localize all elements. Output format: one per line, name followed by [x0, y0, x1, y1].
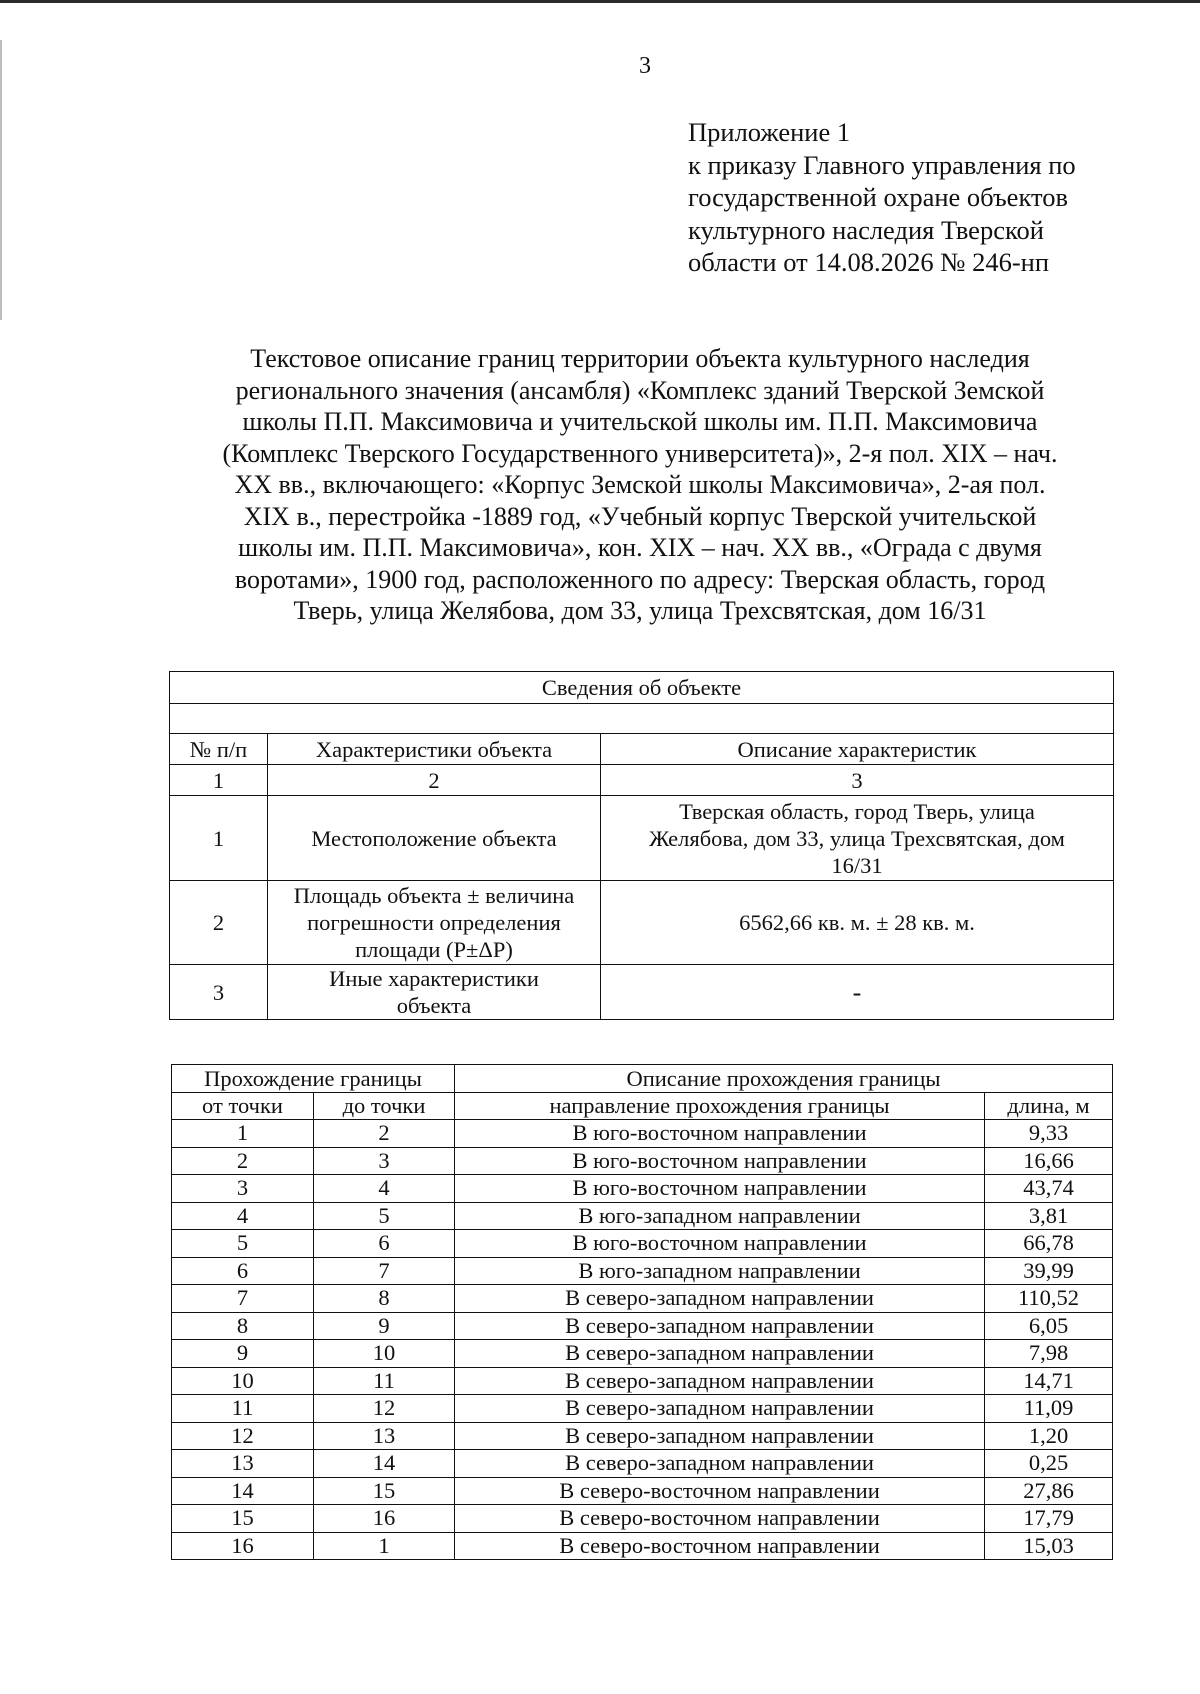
point-from-cell: 2	[172, 1147, 314, 1175]
cell-line: 6562,66 кв. м. ± 28 кв. м.	[739, 910, 975, 935]
point-from-cell: 3	[172, 1175, 314, 1203]
table-row	[170, 796, 1114, 881]
direction-cell: В северо-западном направлении	[455, 1395, 985, 1423]
row-number: 2	[170, 881, 268, 965]
length-cell: 6,05	[985, 1312, 1113, 1340]
length-cell: 17,79	[985, 1505, 1113, 1533]
point-from-cell: 13	[172, 1450, 314, 1478]
direction-cell: В северо-восточном направлении	[455, 1477, 985, 1505]
direction-cell: В северо-западном направлении	[455, 1450, 985, 1478]
boundary-table	[171, 1064, 1113, 1560]
point-from-cell: 12	[172, 1422, 314, 1450]
table-row	[172, 1477, 1113, 1505]
appendix-line: области от 14.08.2026 № 246-нп	[688, 247, 1050, 277]
title-line: Тверь, улица Желябова, дом 33, улица Трехсвятская, дом 16/31	[293, 596, 987, 625]
cell-line: Желябова, дом 33, улица Трехсвятская, дом	[649, 825, 1065, 851]
title-line: XX вв., включающего: «Корпус Земской школы Максимовича», 2-ая пол.	[234, 470, 1046, 499]
table-row	[172, 1395, 1113, 1423]
cell-line: 16/31	[831, 852, 883, 878]
length-cell: 110,52	[985, 1285, 1113, 1313]
col-header-description: Описание характеристик	[601, 734, 1114, 765]
description-cell	[601, 965, 1114, 1020]
scan-top-border	[0, 0, 1200, 3]
title-line: школы им. П.П. Максимовича», кон. XIX – нач. XX вв., «Ограда с двумя	[238, 533, 1042, 562]
table-row	[172, 1120, 1113, 1148]
table-row	[172, 1312, 1113, 1340]
cell-line: Иные характеристики	[329, 966, 539, 991]
point-from-cell: 10	[172, 1367, 314, 1395]
point-from-cell: 4	[172, 1202, 314, 1230]
characteristic-cell	[268, 965, 601, 1020]
point-to-cell: 12	[314, 1395, 455, 1423]
appendix-line: к приказу Главного управления по	[688, 149, 1076, 180]
column-number: 1	[170, 765, 268, 796]
point-from-cell: 14	[172, 1477, 314, 1505]
point-to-cell: 5	[314, 1202, 455, 1230]
col-header-to: до точки	[314, 1093, 455, 1120]
table-row	[172, 1147, 1113, 1175]
table-row	[172, 1175, 1113, 1203]
length-cell: 14,71	[985, 1367, 1113, 1395]
length-cell: 3,81	[985, 1202, 1113, 1230]
table-row	[172, 1285, 1113, 1313]
title-line: Текстовое описание границ территории объекта культурного наследия	[250, 344, 1030, 373]
point-to-cell: 10	[314, 1340, 455, 1368]
title-line: регионального значения (ансамбля) «Комплекс зданий Тверской Земской	[235, 375, 1045, 405]
column-number: 3	[601, 765, 1114, 796]
direction-cell: В юго-восточном направлении	[455, 1230, 985, 1258]
point-to-cell: 2	[314, 1120, 455, 1148]
cell-line: объекта	[396, 993, 472, 1018]
table-row	[170, 881, 1114, 965]
point-to-cell: 11	[314, 1367, 455, 1395]
direction-cell: В юго-восточном направлении	[455, 1120, 985, 1148]
point-to-cell: 13	[314, 1422, 455, 1450]
description-cell	[601, 881, 1114, 965]
direction-cell: В северо-западном направлении	[455, 1367, 985, 1395]
description-cell	[601, 796, 1114, 881]
length-cell: 27,86	[985, 1477, 1113, 1505]
scan-left-edge	[0, 40, 2, 320]
header-boundary-passage: Прохождение границы	[172, 1065, 455, 1093]
column-number: 2	[268, 765, 601, 796]
table-row	[172, 1532, 1113, 1560]
characteristic-cell	[268, 881, 601, 965]
header-boundary-description: Описание прохождения границы	[455, 1065, 1113, 1093]
point-to-cell: 16	[314, 1505, 455, 1533]
cell-line: площади (Р±ΔР)	[355, 937, 513, 962]
characteristic-cell	[268, 796, 601, 881]
point-to-cell: 6	[314, 1230, 455, 1258]
table-row	[172, 1450, 1113, 1478]
appendix-title: Приложение 1	[688, 117, 851, 147]
boundary-rows	[172, 1120, 1113, 1560]
object-table-empty-row	[170, 704, 1114, 734]
direction-cell: В северо-восточном направлении	[455, 1505, 985, 1533]
length-cell: 16,66	[985, 1147, 1113, 1175]
point-from-cell: 9	[172, 1340, 314, 1368]
object-table-title: Сведения об объекте	[170, 672, 1114, 704]
length-cell: 66,78	[985, 1230, 1113, 1258]
direction-cell: В северо-западном направлении	[455, 1312, 985, 1340]
appendix-line: культурного наследия Тверской	[688, 214, 1044, 245]
row-number: 1	[170, 796, 268, 881]
direction-cell: В северо-восточном направлении	[455, 1532, 985, 1560]
point-to-cell: 1	[314, 1532, 455, 1560]
cell-line: Местоположение объекта	[311, 825, 557, 851]
direction-cell: В северо-западном направлении	[455, 1285, 985, 1313]
direction-cell: В северо-западном направлении	[455, 1340, 985, 1368]
point-from-cell: 16	[172, 1532, 314, 1560]
point-from-cell: 6	[172, 1257, 314, 1285]
cell-line: Тверская область, город Тверь, улица	[679, 798, 1035, 824]
table-row	[172, 1202, 1113, 1230]
direction-cell: В юго-западном направлении	[455, 1202, 985, 1230]
table-row	[170, 965, 1114, 1020]
table-row	[172, 1340, 1113, 1368]
direction-cell: В северо-западном направлении	[455, 1422, 985, 1450]
table-row	[172, 1505, 1113, 1533]
point-from-cell: 7	[172, 1285, 314, 1313]
direction-cell: В юго-восточном направлении	[455, 1147, 985, 1175]
table-row	[172, 1367, 1113, 1395]
point-to-cell: 15	[314, 1477, 455, 1505]
point-from-cell: 5	[172, 1230, 314, 1258]
title-line: воротами», 1900 год, расположенного по адресу: Тверская область, город	[234, 564, 1046, 594]
point-from-cell: 15	[172, 1505, 314, 1533]
object-info-table	[169, 671, 1114, 1020]
point-from-cell: 11	[172, 1395, 314, 1423]
point-to-cell: 8	[314, 1285, 455, 1313]
cell-line: -	[852, 977, 862, 1007]
length-cell: 43,74	[985, 1175, 1113, 1203]
title-line: (Комплекс Тверского Государственного университета)», 2-я пол. XIX – нач.	[222, 438, 1058, 468]
point-to-cell: 9	[314, 1312, 455, 1340]
point-to-cell: 4	[314, 1175, 455, 1203]
point-from-cell: 1	[172, 1120, 314, 1148]
title-line: школы П.П. Максимовича и учительской школы им. П.П. Максимовича	[242, 407, 1038, 436]
point-to-cell: 3	[314, 1147, 455, 1175]
document-title	[160, 343, 1120, 627]
title-line: XIX в., перестройка -1889 год, «Учебный корпус Тверской учительской	[243, 501, 1037, 531]
point-from-cell: 8	[172, 1312, 314, 1340]
page-number: 3	[639, 53, 651, 79]
length-cell: 0,25	[985, 1450, 1113, 1478]
length-cell: 9,33	[985, 1120, 1113, 1148]
length-cell: 11,09	[985, 1395, 1113, 1423]
direction-cell: В юго-восточном направлении	[455, 1175, 985, 1203]
col-header-number: № п/п	[170, 734, 268, 765]
length-cell: 1,20	[985, 1422, 1113, 1450]
col-header-from: от точки	[172, 1093, 314, 1120]
length-cell: 15,03	[985, 1532, 1113, 1560]
col-header-length: длина, м	[985, 1093, 1113, 1120]
col-header-characteristic: Характеристики объекта	[268, 734, 601, 765]
appendix-line: государственной охране объектов	[688, 182, 1068, 212]
point-to-cell: 14	[314, 1450, 455, 1478]
length-cell: 39,99	[985, 1257, 1113, 1285]
table-row	[172, 1257, 1113, 1285]
cell-line: погрешности определения	[307, 910, 561, 935]
point-to-cell: 7	[314, 1257, 455, 1285]
cell-line: Площадь объекта ± величина	[293, 883, 575, 908]
length-cell: 7,98	[985, 1340, 1113, 1368]
table-row	[172, 1230, 1113, 1258]
table-row	[172, 1422, 1113, 1450]
col-header-direction: направление прохождения границы	[455, 1093, 985, 1120]
row-number: 3	[170, 965, 268, 1020]
appendix-header	[688, 116, 1116, 279]
direction-cell: В юго-западном направлении	[455, 1257, 985, 1285]
